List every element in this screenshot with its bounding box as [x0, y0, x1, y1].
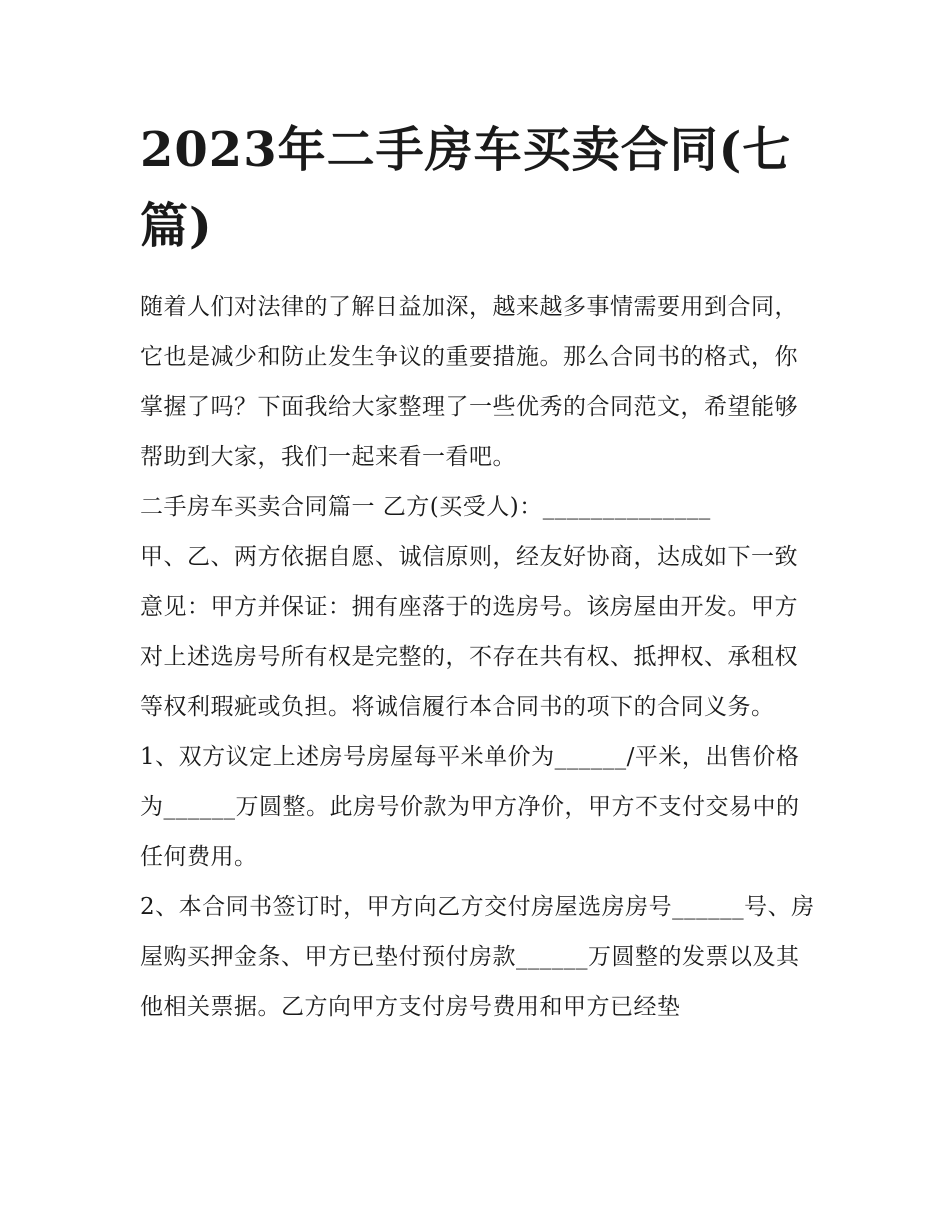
agreement-paragraph: 甲、乙、两方依据自愿、诚信原则，经友好协商，达成如下一致意见：甲方并保证：拥有座落于的选房号。该房屋由开发。甲方对上述选房号所有权是完整的，不存在共有权、抵押权、承租权等权利瑕疵或负担。将诚信履行本合同书的项下的合同义务。 [140, 544, 798, 720]
clause-2-paragraph: 2、本合同书签订时，甲方向乙方交付房屋选房房号______号、房屋购买押金条、甲方已垫付预付房款______万圆整的发票以及其他相关票据。乙方向甲方支付房号费用和甲方已经垫 [140, 894, 815, 1020]
document-title: 2023年二手房车买卖合同(七篇) [140, 122, 792, 254]
document-page [140, 112, 820, 1032]
contract-section-heading: 二手房车买卖合同篇一 乙方(买受人)：______________ [140, 494, 711, 520]
intro-paragraph: 随着人们对法律的了解日益加深，越来越多事情需要用到合同，它也是减少和防止发生争议的重要措施。那么合同书的格式，你掌握了吗？下面我给大家整理了一些优秀的合同范文，希望能够帮助到大家，我们一起来看一看吧。 [140, 294, 798, 470]
clause-1-paragraph: 1、双方议定上述房号房屋每平米单价为______/平米，出售价格为______万圆整。此房号价款为甲方净价，甲方不支付交易中的任何费用。 [140, 744, 800, 870]
